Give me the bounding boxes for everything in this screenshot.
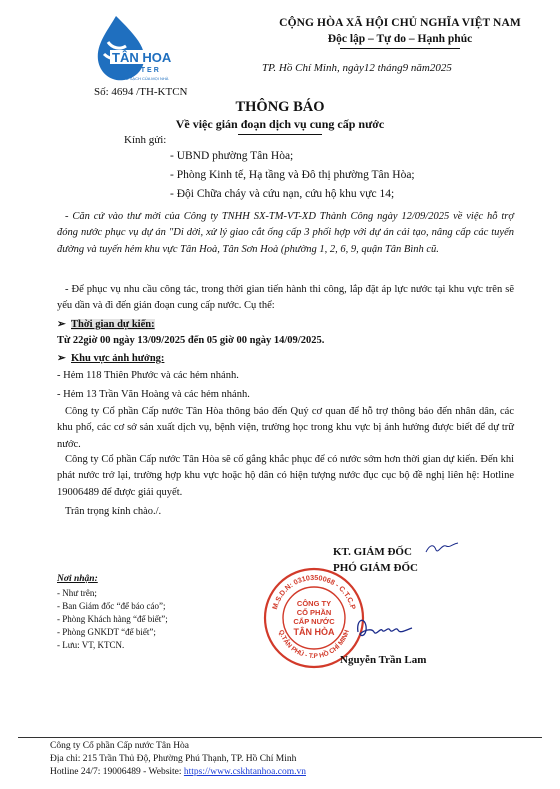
month-label: tháng	[377, 62, 403, 74]
restore-paragraph	[57, 452, 514, 501]
arrow-bullet-icon: ➢	[57, 319, 66, 330]
nation-title: CỘNG HÒA XÃ HỘI CHỦ NGHĨA VIỆT NAM	[279, 17, 521, 29]
notify-paragraph	[57, 404, 514, 453]
footer-contact	[50, 767, 306, 777]
motto: Độc lập – Tự do – Hạnh phúc	[327, 33, 473, 45]
arrow-bullet-icon: ➢	[57, 353, 66, 364]
date-month: 9	[402, 62, 409, 74]
place-prefix: TP. Hồ Chí Minh, ngày	[262, 62, 364, 74]
footer-company: Công ty Cổ phần Cấp nước Tân Hòa	[50, 741, 190, 751]
reason-text: - Để phục vụ nhu cầu công tác, trong thời gian tiến hành thi công, lắp đặt áp lực nước tại khu vực trên sẽ yếu dần và đi đến gián đoạn cung cấp nước. Cụ thể:	[57, 284, 514, 312]
stamp-line: CẤP NƯỚC	[293, 617, 335, 626]
area-item: - Hẻm 118 Thiên Phước và các hẻm nhánh.	[57, 370, 239, 381]
year-label: năm	[410, 62, 430, 74]
recipient-item: - Đội Chữa cháy và cứu nạn, cứu hộ khu vực 14;	[170, 188, 395, 200]
document-subtitle: Về việc gián đoạn dịch vụ cung cấp nước	[175, 117, 385, 131]
recipients-list-item: - Như trên;	[57, 588, 97, 598]
stamp-line: TÂN HÒA	[293, 627, 335, 637]
recipients-list-item: - Ban Giám đốc “để báo cáo”;	[57, 601, 166, 611]
time-value: Từ 22giờ 00 ngày 13/09/2025 đến 05 giờ 00 ngày 14/09/2025.	[57, 335, 325, 346]
stamp-line: CỔ PHẦN	[296, 608, 332, 617]
footer-website-link[interactable]: https://www.cskhtanhoa.com.vn	[183, 767, 306, 777]
recipients-list-item: - Lưu: VT, KTCN.	[57, 640, 125, 650]
recipients-list-item: - Phòng Khách hàng “để biết”;	[57, 614, 168, 624]
closing-paragraph	[57, 504, 514, 520]
signature-subtitle: PHÓ GIÁM ĐỐC	[333, 562, 418, 574]
reason-paragraph	[57, 282, 514, 315]
notify-text: Công ty Cổ phần Cấp nước Tân Hòa thông báo đến Quý cơ quan để hỗ trợ thông báo đến nhân dân, các khu phố, các cơ sở sản xuất dịch vụ, bệnh viện, trường học trong khu vực bị ảnh hưởng được biết để dự trữ nước.	[57, 406, 514, 450]
date-year: 2025	[429, 62, 452, 74]
stamp-ring-text: M.S.D.N: 0310350068 - C.T.C.P	[270, 572, 358, 611]
time-heading-text: Thời gian dự kiến:	[71, 319, 155, 330]
document-title: THÔNG BÁO	[235, 99, 325, 115]
closing-text: Trân trọng kính chào./.	[65, 506, 162, 517]
footer-hotline: Hotline 24/7: 19006489 - Website:	[50, 767, 184, 777]
basis-paragraph	[57, 209, 514, 258]
date-day: 12	[363, 62, 375, 74]
signer-name: Nguyễn Trần Lam	[340, 654, 427, 666]
motto-underline	[340, 48, 460, 49]
logo-brand-sub: WATER	[126, 67, 161, 74]
recipients-list-title: Nơi nhận:	[57, 574, 98, 584]
area-heading-text: Khu vực ảnh hưởng:	[71, 353, 165, 364]
footer-address: Địa chỉ: 215 Trần Thủ Độ, Phường Phú Thạnh, TP. Hồ Chí Minh	[50, 754, 297, 764]
document-number: Số: 4694 /TH-KTCN	[94, 86, 188, 98]
signature-title: KT. GIÁM ĐỐC	[333, 546, 412, 558]
handwritten-signature	[354, 612, 416, 642]
recipient-item: - Phòng Kinh tế, Hạ tầng và Đô thị phường Tân Hòa;	[170, 169, 415, 181]
initials-mark	[424, 540, 460, 556]
area-item: - Hẻm 13 Trần Văn Hoàng và các hẻm nhánh.	[57, 389, 250, 400]
place-date	[262, 62, 452, 74]
company-logo	[86, 14, 174, 84]
area-heading	[57, 352, 164, 364]
stamp-bottom-text: Q.TÂN PHÚ - T.P HỒ CHÍ MINH	[277, 629, 351, 661]
basis-text: - Căn cứ vào thư mời của Công ty TNHH SX-TM-VT-XD Thành Công ngày 12/09/2025 về việc hỗ trợ đóng nước phục vụ dự án "Di dời, xử lý giao cắt ống cấp 3 phối hợp với dự án cải tạo, nâng cấp các tuyến đường và tuyến hẻm khu vực Tân Hoà, Tân Sơn Hoà (phường 1, 2, 6, 9, quận Tân Bình cũ.	[57, 211, 514, 255]
recipient-item: - UBND phường Tân Hòa;	[170, 150, 294, 162]
recipients-list-item: - Phòng GNKDT “để biết”;	[57, 627, 156, 637]
subtitle-underline	[238, 134, 322, 135]
time-heading	[57, 318, 155, 330]
logo-slogan: NƯỚC SẠCH CỦA MỌI NHÀ	[116, 76, 169, 81]
logo-brand-text: TÂN HOA	[112, 50, 172, 65]
restore-text: Công ty Cổ phần Cấp nước Tân Hòa sẽ cố gắng khắc phục để có nước sớm hơn thời gian dự kiến. Đến khi phát nước trở lại, trường hợp khu vực hoặc hộ dân có hiện tượng nước đục cục bộ đề nghị liên hệ: Hotline 19006489 để được giải quyết.	[57, 454, 514, 498]
footer-divider	[18, 737, 542, 738]
stamp-line: CÔNG TY	[296, 599, 332, 608]
kinh-gui-label: Kính gửi:	[124, 134, 167, 146]
